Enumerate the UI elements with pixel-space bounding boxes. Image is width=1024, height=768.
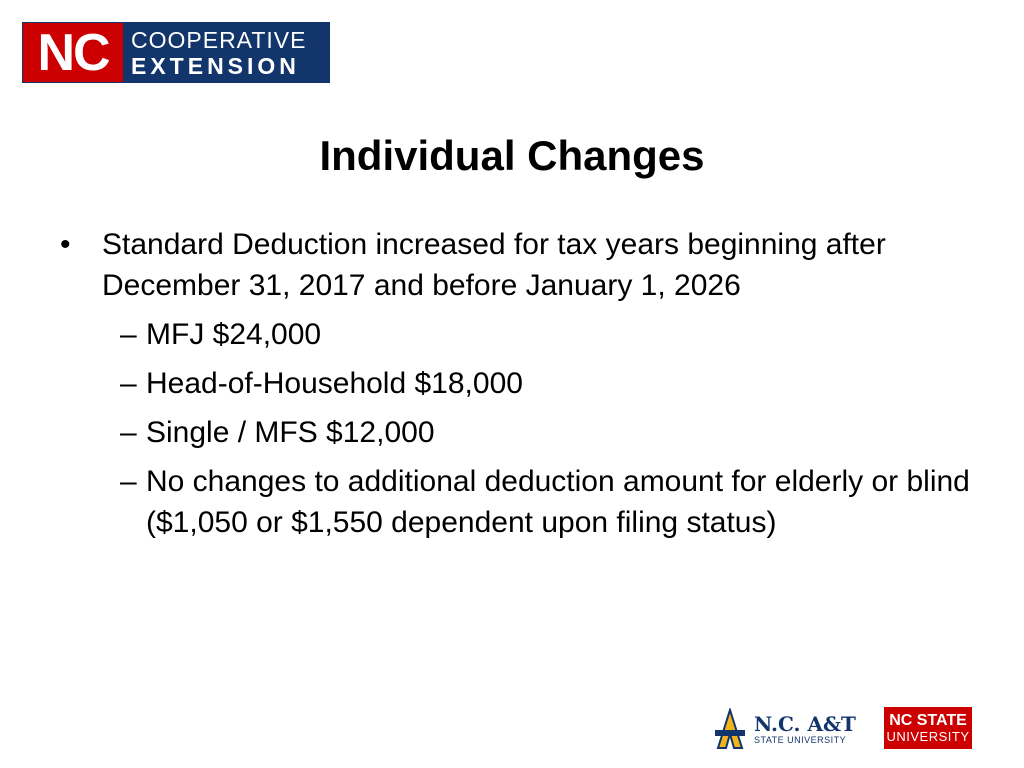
nc-state-line2: UNIVERSITY: [886, 729, 970, 744]
nc-state-logo: [884, 707, 972, 749]
sub-bullet-item: [120, 461, 980, 543]
extension-wordmark: [123, 23, 329, 82]
sub-bullet-item: [120, 363, 980, 404]
slide-content: [60, 224, 980, 551]
dash-marker: –: [120, 465, 137, 498]
nc-cooperative-extension-logo: [22, 22, 330, 83]
aggie-a-icon: [712, 708, 748, 750]
sub-bullet-text: Single / MFS $12,000: [146, 416, 435, 449]
sub-bullet-item: [120, 412, 980, 453]
nc-state-line1: NC STATE: [889, 712, 967, 729]
bullet-text: Standard Deduction increased for tax years beginning after December 31, 2017 and before January 1, 2026: [102, 228, 886, 302]
sub-bullet-list: [60, 314, 980, 543]
sub-bullet-item: [120, 314, 980, 355]
logo-line-extension: EXTENSION: [131, 52, 300, 79]
sub-bullet-text: Head-of-Household $18,000: [146, 367, 523, 400]
bullet-item: [60, 224, 980, 306]
slide-title: Individual Changes: [319, 132, 705, 179]
dash-marker: –: [120, 416, 137, 449]
nc-at-name: N.C. A&T: [754, 711, 856, 736]
sub-bullet-text: MFJ $24,000: [146, 318, 322, 351]
nc-at-logo: [712, 708, 856, 750]
dash-marker: –: [120, 318, 137, 351]
nc-at-subtitle: STATE UNIVERSITY: [754, 734, 847, 745]
sub-bullet-text: No changes to additional deduction amount for elderly or blind ($1,050 or $1,550 dependent upon filing status): [146, 465, 970, 539]
logo-line-cooperative: COOPERATIVE: [131, 26, 307, 53]
bullet-marker: •: [60, 228, 71, 261]
nc-logo-mark: NC: [23, 23, 123, 82]
dash-marker: –: [120, 367, 137, 400]
